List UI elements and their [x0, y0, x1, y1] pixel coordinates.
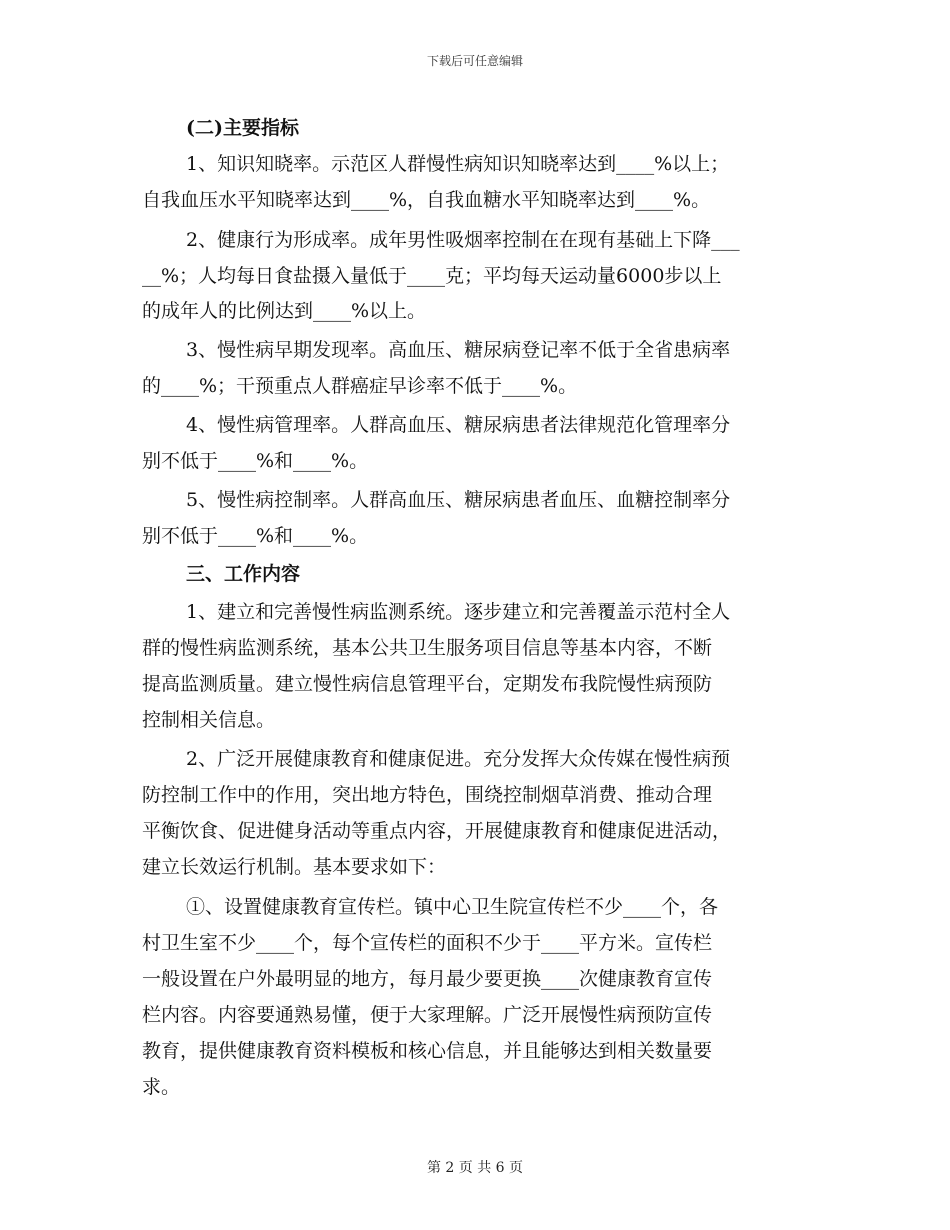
text-line: 建立长效运行机制。基本要求如下：	[142, 856, 447, 878]
page-header: 下载后可任意编辑	[426, 54, 523, 68]
text-line: 平衡饮食、促进健身活动等重点内容，开展健康教育和健康促进活动，	[142, 820, 732, 842]
text-line: ①、设置健康教育宣传栏。镇中心卫生院宣传栏不少____个，各	[186, 896, 719, 918]
text-line: 2、广泛开展健康教育和健康促进。充分发挥大众传媒在慢性病预	[186, 748, 731, 770]
text-line: 提高监测质量。建立慢性病信息管理平台，定期发布我院慢性病预防	[142, 673, 713, 695]
text-line: 群的慢性病监测系统，基本公共卫生服务项目信息等基本内容，不断	[142, 637, 713, 659]
text-line: 防控制工作中的作用，突出地方特色，围绕控制烟草消费、推动合理	[142, 784, 713, 806]
text-line: 5、慢性病控制率。人群高血压、糖尿病患者血压、血糖控制率分	[186, 489, 731, 511]
text-line: 1、建立和完善慢性病监测系统。逐步建立和完善覆盖示范村全人	[186, 601, 731, 623]
section-heading: 三、工作内容	[186, 563, 301, 585]
text-line: __%；人均每日食盐摄入量低于____克；平均每天运动量6000步以上	[142, 265, 722, 287]
text-line: 自我血压水平知晓率达到____%，自我血糖水平知晓率达到____%。	[142, 189, 711, 211]
text-line: 一般设置在户外最明显的地方，每月最少要更换____次健康教育宣传	[142, 968, 713, 990]
text-line: 控制相关信息。	[142, 709, 276, 731]
text-line: 栏内容。内容要通熟易懂，便于大家理解。广泛开展慢性病预防宣传	[142, 1004, 713, 1026]
text-line: 别不低于____%和____%。	[142, 450, 369, 472]
text-line: 村卫生室不少____个，每个宣传栏的面积不少于____平方米。宣传栏	[142, 932, 713, 954]
text-line: 2、健康行为形成率。成年男性吸烟率控制在在现有基础上下降___	[186, 229, 740, 251]
text-line: 别不低于____%和____%。	[142, 525, 369, 547]
text-line: 求。	[142, 1076, 181, 1098]
section-heading: (二)主要指标	[186, 117, 299, 139]
text-line: 4、慢性病管理率。人群高血压、糖尿病患者法律规范化管理率分	[186, 414, 731, 436]
text-line: 3、慢性病早期发现率。高血压、糖尿病登记率不低于全省患病率	[186, 339, 731, 361]
text-line: 的____%；干预重点人群癌症早诊率不低于____%。	[142, 375, 578, 397]
text-line: 1、知识知晓率。示范区人群慢性病知识知晓率达到____%以上；	[186, 153, 730, 175]
page-footer: 第 2 页 共 6 页	[426, 1160, 524, 1176]
text-line: 教育，提供健康教育资料模板和核心信息，并且能够达到相关数量要	[142, 1040, 713, 1062]
text-line: 的成年人的比例达到____%以上。	[142, 300, 427, 322]
